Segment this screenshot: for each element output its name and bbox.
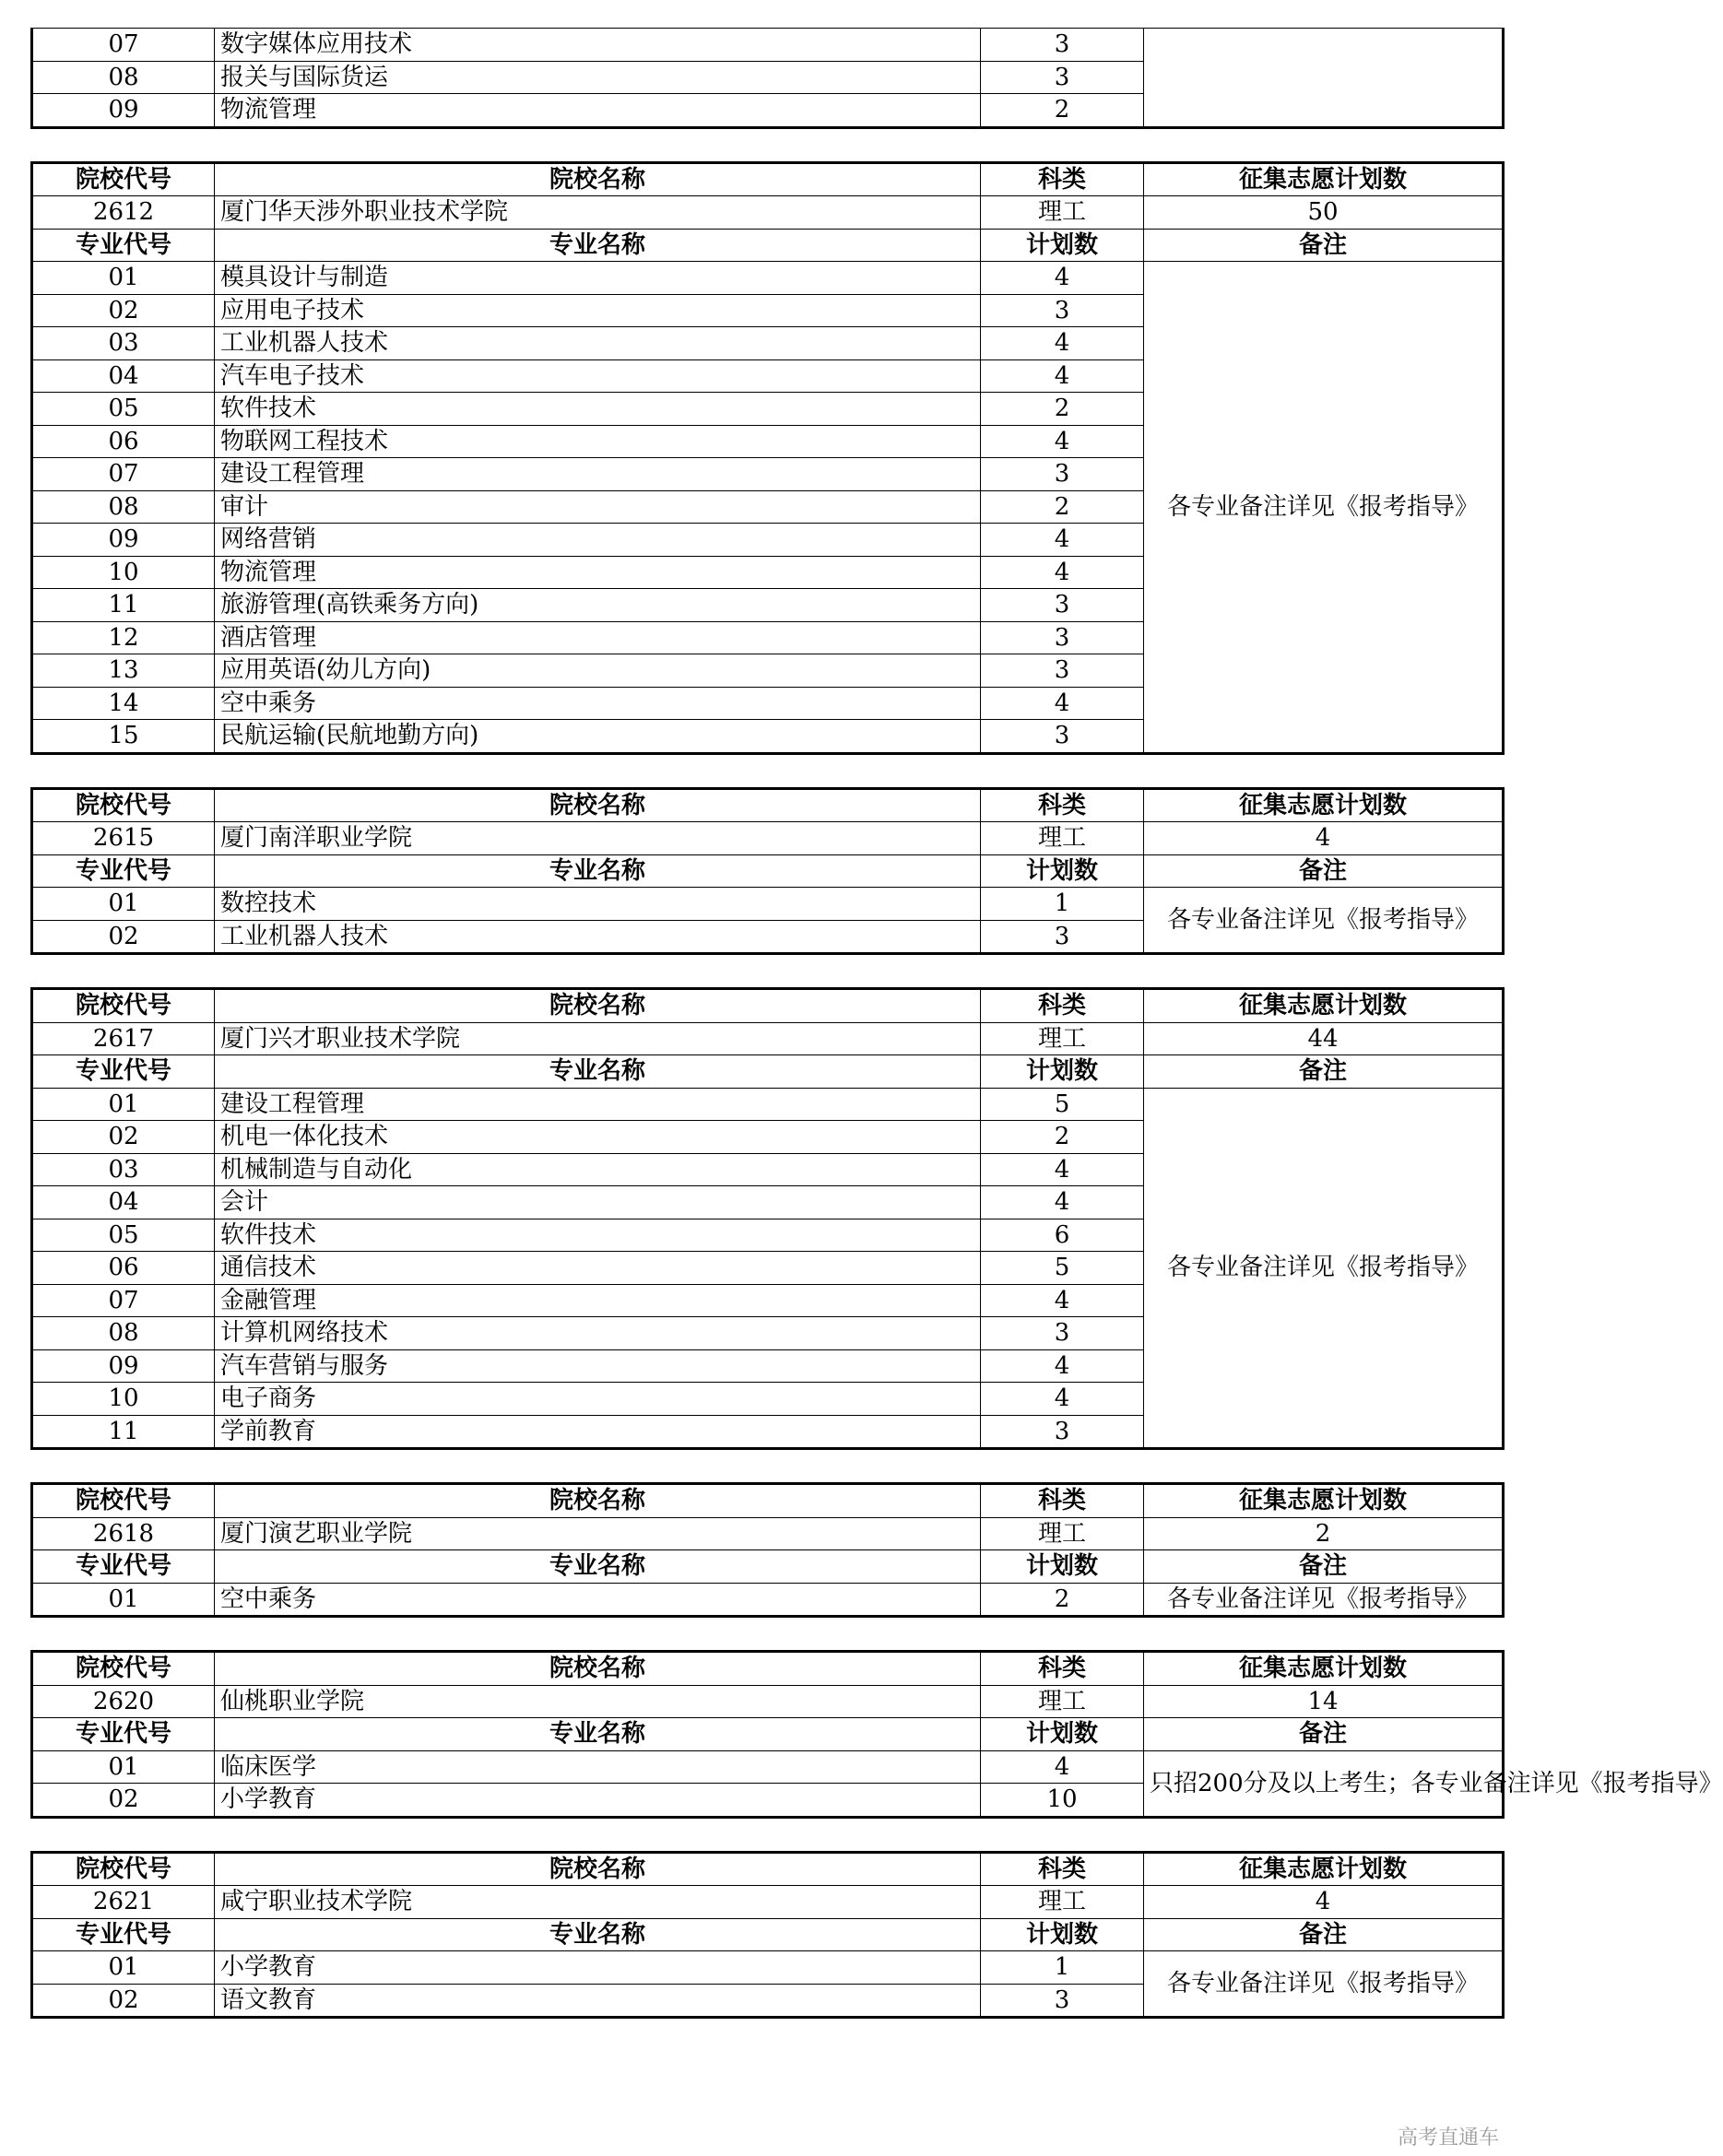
school-info-row [32,822,1504,855]
major-code-cell: 01 [32,1583,215,1617]
category-header: 科类 [981,788,1144,822]
major-name-cell: 语文教育 [215,1984,981,2018]
school-info-row [32,1517,1504,1550]
school-code-header: 院校代号 [32,1484,215,1518]
major-plan-cell: 4 [981,1750,1144,1784]
major-name-header: 专业名称 [215,1918,981,1951]
school-name: 厦门南洋职业学院 [215,822,981,855]
major-row [32,888,1504,921]
major-code-cell: 09 [32,94,215,128]
note-header: 备注 [1144,1718,1504,1751]
major-name-cell: 电子商务 [215,1383,981,1416]
school-name: 厦门兴才职业技术学院 [215,1022,981,1055]
major-name-cell: 汽车营销与服务 [215,1349,981,1383]
category-header: 科类 [981,989,1144,1023]
major-header-row [32,1918,1504,1951]
school-block [30,1851,1505,2020]
note-cell: 各专业备注详见《报考指导》 [1144,1088,1504,1449]
school-name-header: 院校名称 [215,162,981,196]
school-category: 理工 [981,1685,1144,1718]
major-code-cell: 09 [32,1349,215,1383]
major-plan-cell: 3 [981,29,1144,62]
school-info-row [32,196,1504,230]
major-plan-cell: 3 [981,1984,1144,2018]
major-code-cell: 01 [32,262,215,295]
major-plan-cell: 4 [981,327,1144,360]
school-category: 理工 [981,1517,1144,1550]
school-info-row [32,1022,1504,1055]
major-code-cell: 02 [32,1121,215,1154]
major-name-cell: 旅游管理(高铁乘务方向) [215,589,981,622]
school-name: 厦门演艺职业学院 [215,1517,981,1550]
major-name-cell: 空中乘务 [215,1583,981,1617]
school-category: 理工 [981,196,1144,230]
major-plan-cell: 3 [981,720,1144,754]
school-name: 咸宁职业技术学院 [215,1886,981,1919]
major-name-cell: 机电一体化技术 [215,1121,981,1154]
major-code-cell: 01 [32,888,215,921]
major-name-cell: 计算机网络技术 [215,1317,981,1350]
major-name-cell: 工业机器人技术 [215,327,981,360]
major-code-cell: 05 [32,393,215,426]
major-name-cell: 数字媒体应用技术 [215,29,981,62]
major-code-cell: 02 [32,1784,215,1818]
major-plan-cell: 2 [981,94,1144,128]
school-block [30,1650,1723,1819]
major-name-cell: 机械制造与自动化 [215,1153,981,1186]
school-header-row [32,1484,1504,1518]
major-name-cell: 应用英语(幼儿方向) [215,654,981,688]
school-name: 厦门华天涉外职业技术学院 [215,196,981,230]
major-code-header: 专业代号 [32,1718,215,1751]
major-plan-cell: 3 [981,294,1144,327]
major-name-cell: 小学教育 [215,1951,981,1985]
major-plan-cell: 3 [981,589,1144,622]
school-name-header: 院校名称 [215,1484,981,1518]
school-header-row [32,1852,1504,1886]
school-code-header: 院校代号 [32,1652,215,1686]
major-name-header: 专业名称 [215,1718,981,1751]
major-plan-cell: 4 [981,687,1144,720]
notes-cell [1144,29,1504,128]
major-name-cell: 数控技术 [215,888,981,921]
major-name-cell: 通信技术 [215,1252,981,1285]
category-header: 科类 [981,1852,1144,1886]
school-name-header: 院校名称 [215,989,981,1023]
major-name-cell: 小学教育 [215,1784,981,1818]
major-plan-header: 计划数 [981,1550,1144,1584]
major-code-cell: 10 [32,1383,215,1416]
note-header: 备注 [1144,854,1504,888]
major-header-row [32,854,1504,888]
major-name-cell: 汽车电子技术 [215,359,981,393]
continuation-table [30,28,1505,129]
major-plan-header: 计划数 [981,1055,1144,1089]
major-row [32,262,1504,295]
major-code-cell: 07 [32,1284,215,1317]
major-name-header: 专业名称 [215,229,981,262]
school-code: 2617 [32,1022,215,1055]
major-header-row [32,229,1504,262]
major-plan-cell: 4 [981,262,1144,295]
category-header: 科类 [981,162,1144,196]
major-name-cell: 工业机器人技术 [215,920,981,954]
plan-total-header: 征集志愿计划数 [1144,989,1504,1023]
major-row [32,1583,1504,1617]
school-plan-total: 44 [1144,1022,1504,1055]
note-header: 备注 [1144,229,1504,262]
major-name-cell: 会计 [215,1186,981,1219]
major-code-cell: 07 [32,29,215,62]
school-code: 2615 [32,822,215,855]
school-category: 理工 [981,1022,1144,1055]
major-plan-cell: 2 [981,1121,1144,1154]
plan-total-header: 征集志愿计划数 [1144,162,1504,196]
major-row [32,1951,1504,1985]
note-cell: 各专业备注详见《报考指导》 [1144,262,1504,754]
category-header: 科类 [981,1652,1144,1686]
major-plan-header: 计划数 [981,229,1144,262]
major-code-cell: 13 [32,654,215,688]
note-cell: 各专业备注详见《报考指导》 [1144,888,1504,954]
major-row [32,1750,1504,1784]
school-code-header: 院校代号 [32,788,215,822]
major-name-cell: 物流管理 [215,94,981,128]
major-plan-cell: 1 [981,1951,1144,1985]
major-plan-header: 计划数 [981,1918,1144,1951]
major-row [32,29,1504,62]
major-header-row [32,1055,1504,1089]
plan-total-header: 征集志愿计划数 [1144,1484,1504,1518]
school-code: 2621 [32,1886,215,1919]
school-name-header: 院校名称 [215,1652,981,1686]
major-plan-cell: 2 [981,393,1144,426]
school-name-header: 院校名称 [215,788,981,822]
major-name-cell: 学前教育 [215,1415,981,1449]
major-plan-cell: 1 [981,888,1144,921]
major-name-cell: 物流管理 [215,556,981,589]
major-code-cell: 02 [32,1984,215,2018]
major-row [32,1088,1504,1121]
major-plan-header: 计划数 [981,1718,1144,1751]
admission-plan-document [30,28,1723,2051]
major-code-cell: 07 [32,458,215,491]
school-block [30,161,1505,755]
major-plan-cell: 4 [981,359,1144,393]
major-code-cell: 10 [32,556,215,589]
school-code: 2618 [32,1517,215,1550]
major-code-cell: 01 [32,1750,215,1784]
major-plan-cell: 4 [981,425,1144,458]
major-code-cell: 08 [32,490,215,524]
plan-total-header: 征集志愿计划数 [1144,1652,1504,1686]
school-header-row [32,788,1504,822]
major-plan-cell: 4 [981,1186,1144,1219]
major-plan-cell: 2 [981,490,1144,524]
major-code-cell: 04 [32,359,215,393]
major-name-cell: 建设工程管理 [215,1088,981,1121]
major-plan-cell: 5 [981,1252,1144,1285]
school-name: 仙桃职业学院 [215,1685,981,1718]
watermark: 高考直通车 [1397,2127,1499,2150]
major-plan-cell: 4 [981,524,1144,557]
major-code-header: 专业代号 [32,1918,215,1951]
major-code-cell: 04 [32,1186,215,1219]
major-plan-cell: 4 [981,1284,1144,1317]
category-header: 科类 [981,1484,1144,1518]
major-plan-cell: 4 [981,556,1144,589]
school-code: 2612 [32,196,215,230]
major-code-cell: 12 [32,621,215,654]
major-code-cell: 11 [32,1415,215,1449]
note-cell: 各专业备注详见《报考指导》 [1144,1951,1504,2018]
school-block [30,787,1505,956]
major-code-header: 专业代号 [32,229,215,262]
note-header: 备注 [1144,1918,1504,1951]
major-code-cell: 15 [32,720,215,754]
major-name-cell: 软件技术 [215,393,981,426]
major-name-cell: 网络营销 [215,524,981,557]
school-plan-total: 4 [1144,1886,1504,1919]
major-code-cell: 08 [32,1317,215,1350]
note-cell: 只招200分及以上考生；各专业备注详见《报考指导》 [1144,1750,1504,1817]
school-code-header: 院校代号 [32,1852,215,1886]
school-plan-total: 4 [1144,822,1504,855]
school-category: 理工 [981,822,1144,855]
major-code-header: 专业代号 [32,1550,215,1584]
major-plan-cell: 5 [981,1088,1144,1121]
school-plan-total: 2 [1144,1517,1504,1550]
major-plan-cell: 3 [981,621,1144,654]
school-code-header: 院校代号 [32,162,215,196]
major-code-header: 专业代号 [32,1055,215,1089]
school-block [30,987,1505,1450]
major-name-cell: 民航运输(民航地勤方向) [215,720,981,754]
major-name-cell: 应用电子技术 [215,294,981,327]
major-code-cell: 06 [32,425,215,458]
major-plan-cell: 3 [981,61,1144,94]
major-plan-header: 计划数 [981,854,1144,888]
major-code-cell: 14 [32,687,215,720]
major-name-cell: 模具设计与制造 [215,262,981,295]
note-header: 备注 [1144,1550,1504,1584]
major-name-cell: 酒店管理 [215,621,981,654]
major-name-header: 专业名称 [215,1055,981,1089]
major-plan-cell: 3 [981,1415,1144,1449]
note-cell: 各专业备注详见《报考指导》 [1144,1583,1504,1617]
major-plan-cell: 4 [981,1383,1144,1416]
plan-total-header: 征集志愿计划数 [1144,788,1504,822]
school-category: 理工 [981,1886,1144,1919]
major-code-cell: 03 [32,1153,215,1186]
major-code-cell: 11 [32,589,215,622]
school-plan-total: 50 [1144,196,1504,230]
major-name-cell: 临床医学 [215,1750,981,1784]
major-plan-cell: 10 [981,1784,1144,1818]
plan-total-header: 征集志愿计划数 [1144,1852,1504,1886]
major-header-row [32,1718,1504,1751]
major-code-cell: 09 [32,524,215,557]
school-block [30,1482,1505,1618]
school-header-row [32,1652,1504,1686]
school-header-row [32,162,1504,196]
major-header-row [32,1550,1504,1584]
note-header: 备注 [1144,1055,1504,1089]
major-plan-cell: 3 [981,654,1144,688]
major-code-cell: 06 [32,1252,215,1285]
major-code-cell: 01 [32,1951,215,1985]
major-plan-cell: 3 [981,920,1144,954]
school-plan-total: 14 [1144,1685,1504,1718]
major-code-cell: 01 [32,1088,215,1121]
school-code-header: 院校代号 [32,989,215,1023]
major-name-cell: 空中乘务 [215,687,981,720]
major-name-cell: 物联网工程技术 [215,425,981,458]
major-code-cell: 02 [32,294,215,327]
major-name-cell: 金融管理 [215,1284,981,1317]
major-name-cell: 审计 [215,490,981,524]
school-info-row [32,1685,1504,1718]
school-name-header: 院校名称 [215,1852,981,1886]
school-code: 2620 [32,1685,215,1718]
major-code-cell: 08 [32,61,215,94]
major-code-cell: 02 [32,920,215,954]
school-info-row [32,1886,1504,1919]
major-name-header: 专业名称 [215,1550,981,1584]
major-name-cell: 建设工程管理 [215,458,981,491]
major-plan-cell: 2 [981,1583,1144,1617]
school-header-row [32,989,1504,1023]
major-code-cell: 03 [32,327,215,360]
major-plan-cell: 4 [981,1349,1144,1383]
major-code-header: 专业代号 [32,854,215,888]
major-name-header: 专业名称 [215,854,981,888]
major-name-cell: 报关与国际货运 [215,61,981,94]
major-code-cell: 05 [32,1219,215,1252]
major-plan-cell: 6 [981,1219,1144,1252]
major-plan-cell: 3 [981,458,1144,491]
major-plan-cell: 4 [981,1153,1144,1186]
major-name-cell: 软件技术 [215,1219,981,1252]
major-plan-cell: 3 [981,1317,1144,1350]
